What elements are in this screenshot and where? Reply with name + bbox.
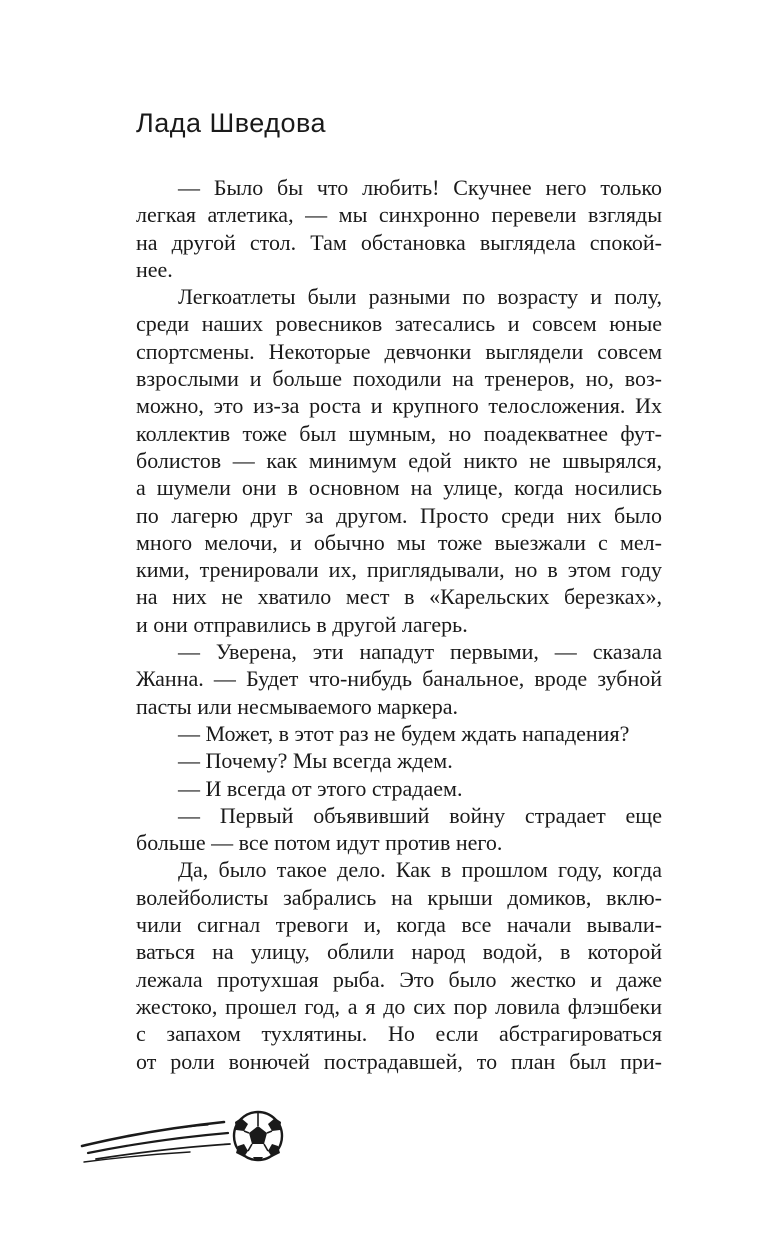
- soccer-ball-ornament: [78, 1106, 288, 1168]
- text-line: — Может, в этот раз не будем ждать нападения?: [178, 720, 630, 746]
- text-line: пасты или несмываемого маркера.: [136, 693, 459, 719]
- text-line: спортсмены. Некоторые девчонки выглядели совсем: [136, 338, 662, 364]
- text-line: и они отправились в другой лагерь.: [136, 611, 468, 637]
- text-line: Легкоатлеты были разными по возрасту и полу,: [178, 284, 662, 310]
- text-line: — И всегда от этого страдаем.: [178, 775, 463, 801]
- text-line: Да, было такое дело. Как в прошлом году, когда: [178, 857, 662, 883]
- text-line: чили сигнал тревоги и, когда все начали вывали-: [136, 912, 662, 938]
- text-line: ваться на улицу, облили народ водой, в которой: [136, 939, 662, 965]
- text-line: а шумели они в основном на улице, когда носились: [136, 475, 662, 501]
- text-line: нее.: [136, 256, 173, 282]
- text-line: можно, это из-за роста и крупного телосложения. Их: [136, 393, 662, 419]
- soccer-ball-icon: [234, 1112, 282, 1160]
- text-line: лежала протухшая рыба. Это было жестко и даже: [136, 966, 662, 992]
- body-text: [136, 174, 662, 1075]
- text-line: волейболисты забрались на крыши домиков, вклю-: [136, 884, 662, 910]
- text-line: от роли вонючей пострадавшей, то план был при-: [136, 1048, 662, 1074]
- text-line: болистов — как минимум едой никто не швырялся,: [136, 447, 662, 473]
- text-line: — Уверена, эти нападут первыми, — сказала: [178, 639, 662, 665]
- text-line: среди наших ровесников затесались и совсем юные: [136, 311, 662, 337]
- text-line: — Было бы что любить! Скучнее него только: [178, 175, 662, 200]
- text-line: — Первый объявивший войну страдает еще: [178, 802, 662, 828]
- text-line: на другой стол. Там обстановка выглядела спокой-: [136, 229, 662, 255]
- speed-lines: [82, 1122, 230, 1162]
- text-line: кими, тренировали их, приглядывали, но в этом году: [136, 557, 662, 583]
- text-line: — Почему? Мы всегда ждем.: [178, 748, 453, 774]
- text-line: по лагерю друг за другом. Просто среди них было: [136, 502, 662, 528]
- text-line: взрослыми и больше походили на тренеров, но, воз-: [136, 366, 662, 392]
- text-line: жестоко, прошел год, а я до сих пор ловила флэшбеки: [136, 993, 662, 1019]
- text-line: с запахом тухлятины. Но если абстрагироваться: [136, 1021, 662, 1047]
- text-line: Жанна. — Будет что-нибудь банальное, вроде зубной: [136, 666, 662, 692]
- text-line: на них не хватило мест в «Карельских березках»,: [136, 584, 662, 610]
- text-line: легкая атлетика, — мы синхронно перевели взгляды: [136, 202, 662, 228]
- text-line: больше — все потом идут против него.: [136, 830, 503, 856]
- text-line: много мелочи, и обычно мы тоже выезжали с мел-: [136, 529, 662, 555]
- running-title: Лада Шведова: [136, 108, 327, 138]
- text-line: коллектив тоже был шумным, но поадекватнее фут-: [136, 420, 662, 446]
